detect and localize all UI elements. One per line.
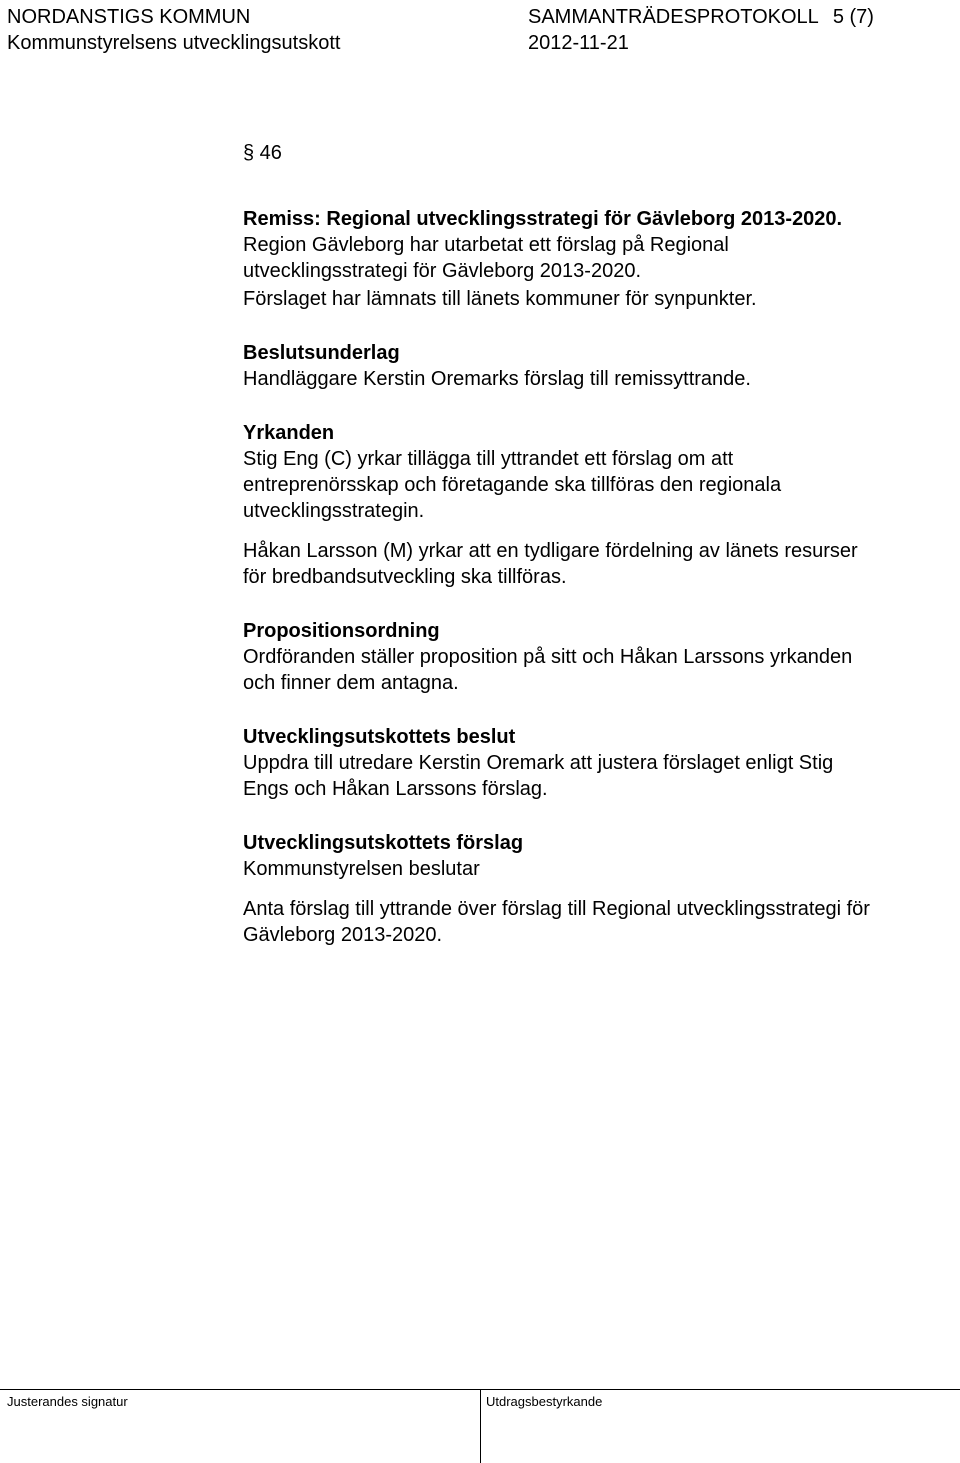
intro-line: Region Gävleborg har utarbetat ett förslag på Regional bbox=[243, 234, 729, 256]
signature-label: Justerandes signatur bbox=[7, 1394, 128, 1409]
section-beslutsunderlag bbox=[243, 340, 953, 392]
section-heading: Utvecklingsutskottets förslag bbox=[243, 832, 524, 854]
section-heading: Yrkanden bbox=[243, 422, 335, 444]
extract-label: Utdragsbestyrkande bbox=[486, 1394, 603, 1409]
section-line: Gävleborg 2013-2020. bbox=[243, 924, 443, 946]
document-body bbox=[243, 140, 953, 948]
section-line: utvecklingsstrategin. bbox=[243, 500, 425, 522]
page-number: 5 (7) bbox=[832, 6, 874, 28]
intro-line: utvecklingsstrategi för Gävleborg 2013-2020. bbox=[243, 260, 642, 282]
intro-line: Förslaget har lämnats till länets kommuner för synpunkter. bbox=[243, 288, 757, 310]
section-yrkanden bbox=[243, 420, 953, 590]
section-subheading: Kommunstyrelsen beslutar bbox=[243, 858, 480, 880]
header-committee: Kommunstyrelsens utvecklingsutskott bbox=[7, 32, 341, 54]
header-date: 2012-11-21 bbox=[528, 32, 629, 54]
section-line: Ordföranden ställer proposition på sitt och Håkan Larssons yrkanden bbox=[243, 646, 853, 668]
section-line: Handläggare Kerstin Oremarks förslag till remissyttrande. bbox=[243, 368, 751, 390]
document-title: Remiss: Regional utvecklingsstrategi för Gävleborg 2013-2020. bbox=[243, 208, 843, 230]
section-heading: Beslutsunderlag bbox=[243, 342, 400, 364]
section-line: för bredbandsutveckling ska tillföras. bbox=[243, 566, 567, 588]
header-org: NORDANSTIGS KOMMUN bbox=[7, 6, 251, 28]
section-line: Uppdra till utredare Kerstin Oremark att justera förslaget enligt Stig bbox=[243, 752, 834, 774]
footer-vertical-divider bbox=[480, 1389, 481, 1463]
paragraph-number: § 46 bbox=[243, 142, 282, 164]
section-line: Håkan Larsson (M) yrkar att en tydligare fördelning av länets resurser bbox=[243, 540, 858, 562]
section-heading: Utvecklingsutskottets beslut bbox=[243, 726, 516, 748]
section-forslag bbox=[243, 830, 953, 948]
section-beslut bbox=[243, 724, 953, 802]
section-heading: Propositionsordning bbox=[243, 620, 440, 642]
section-line: och finner dem antagna. bbox=[243, 672, 459, 694]
header-doc-type bbox=[528, 4, 874, 30]
section-line: Stig Eng (C) yrkar tillägga till yttrandet ett förslag om att bbox=[243, 448, 734, 470]
doc-type-label: SAMMANTRÄDESPROTOKOLL bbox=[528, 6, 819, 28]
section-line: Anta förslag till yttrande över förslag till Regional utvecklingsstrategi för bbox=[243, 898, 870, 920]
section-propositionsordning bbox=[243, 618, 953, 696]
section-line: entreprenörsskap och företagande ska tillföras den regionala bbox=[243, 474, 782, 496]
section-line: Engs och Håkan Larssons förslag. bbox=[243, 778, 548, 800]
